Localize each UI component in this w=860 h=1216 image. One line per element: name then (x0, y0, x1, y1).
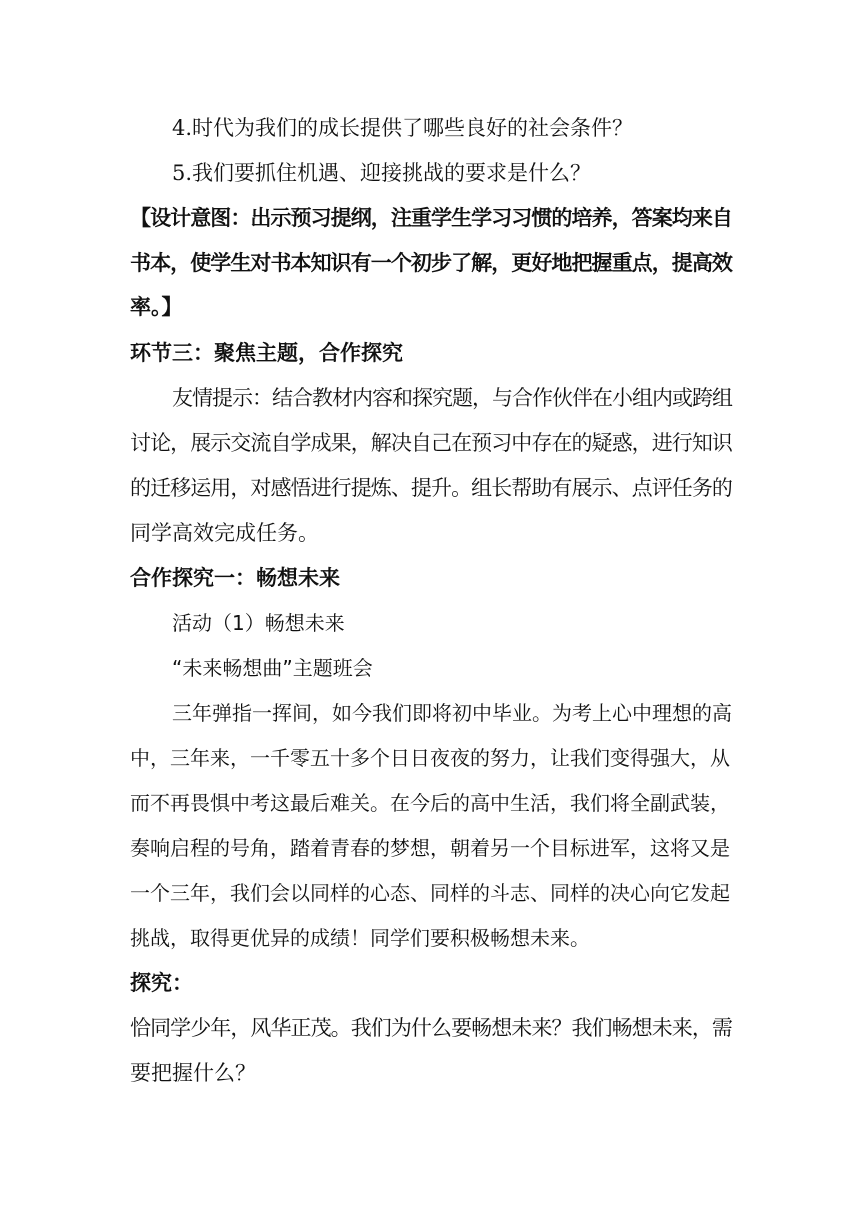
question-5: 5.我们要抓住机遇、迎接挑战的要求是什么？ (172, 161, 592, 185)
section-heading: 环节三：聚焦主题，合作探究 (130, 341, 403, 365)
tip-line-3: 的迁移运用，对感悟进行提炼、提升。组长帮助有展示、点评任务的 (130, 476, 732, 500)
design-intent-line-2: 书本，使学生对书本知识有一个初步了解，更好地把握重点，提高效 (130, 251, 732, 275)
activity-label: 活动（1）畅想未来 (172, 611, 345, 635)
paragraph-line-2: 中，三年来，一千零五十多个日日夜夜的努力，让我们变得强大，从 (130, 746, 730, 770)
meeting-title: “未来畅想曲”主题班会 (172, 656, 373, 680)
explore-question-line-2: 要把握什么？ (130, 1061, 256, 1085)
explore-question-line-1: 恰同学少年，风华正茂。我们为什么要畅想未来？我们畅想未来，需 (130, 1016, 732, 1040)
paragraph-line-4: 奏响启程的号角，踏着青春的梦想，朝着另一个目标进军，这将又是 (130, 836, 730, 860)
paragraph-line-3: 而不再畏惧中考这最后难关。在今后的高中生活，我们将全副武装， (130, 791, 730, 815)
question-4: 4.时代为我们的成长提供了哪些良好的社会条件？ (172, 116, 634, 140)
paragraph-line-6: 挑战，取得更优异的成绩！同学们要积极畅想未来。 (130, 926, 590, 950)
design-intent-line-1: 【设计意图：出示预习提纲，注重学生学习习惯的培养，答案均来自 (130, 206, 732, 230)
paragraph-line-5: 一个三年，我们会以同样的心态、同样的斗志、同样的决心向它发起 (130, 881, 730, 905)
tip-line-4: 同学高效完成任务。 (130, 521, 319, 545)
design-intent-line-3: 率。】 (130, 295, 183, 319)
tip-line-2: 讨论，展示交流自学成果，解决自己在预习中存在的疑惑，进行知识 (130, 431, 732, 455)
paragraph-line-1: 三年弹指一挥间，如今我们即将初中毕业。为考上心中理想的高 (172, 701, 732, 725)
tip-line-1: 友情提示：结合教材内容和探究题，与合作伙伴在小组内或跨组 (172, 386, 732, 410)
inquiry-heading: 合作探究一：畅想未来 (130, 566, 340, 590)
explore-heading: 探究： (130, 971, 193, 995)
